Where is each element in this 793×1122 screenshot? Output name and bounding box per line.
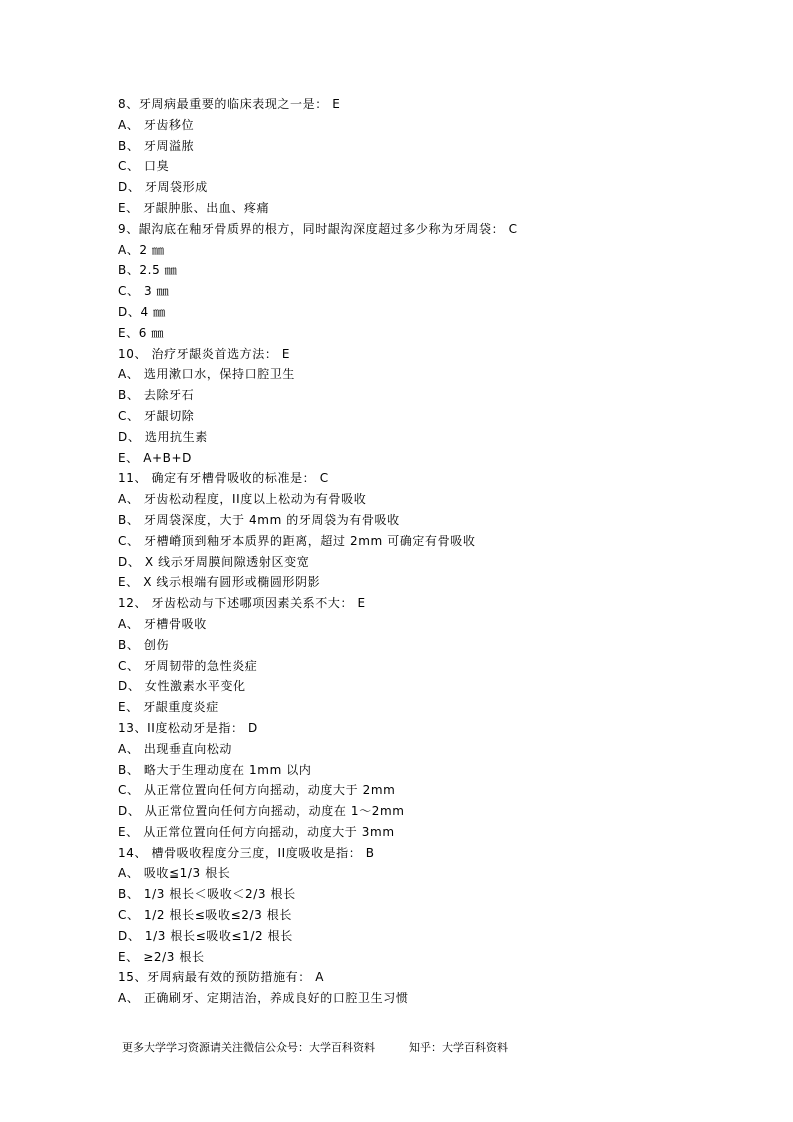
text-line: E、 从正常位置向任何方向摇动，动度大于 3mm — [118, 824, 395, 839]
text-line: 11、 确定有牙槽骨吸收的标准是： C — [118, 471, 329, 486]
text-line: C、 从正常位置向任何方向摇动，动度大于 2mm — [118, 783, 396, 798]
text-line: C、 3 ㎜ — [118, 284, 170, 299]
question-list — [118, 94, 718, 1009]
text-line: C、 牙周韧带的急性炎症 — [118, 658, 258, 673]
text-line: B、 牙周袋深度，大于 4mm 的牙周袋为有骨吸收 — [118, 512, 400, 527]
text-line: B、 略大于生理动度在 1mm 以内 — [118, 762, 312, 777]
text-line: C、 1/2 根长≤吸收≤2/3 根长 — [118, 908, 292, 923]
text-line: B、 1/3 根长＜吸收＜2/3 根长 — [118, 887, 296, 902]
text-line: 14、 槽骨吸收程度分三度，II度吸收是指： B — [118, 845, 375, 860]
text-line: 15、牙周病最有效的预防措施有： A — [118, 970, 325, 985]
text-line: B、 创伤 — [118, 637, 170, 652]
text-line: A、 出现垂直向松动 — [118, 741, 233, 756]
text-line: A、2 ㎜ — [118, 242, 165, 257]
text-line: E、 X 线示根端有圆形或椭圆形阴影 — [118, 575, 321, 590]
text-line: A、 吸收≦1/3 根长 — [118, 866, 231, 881]
text-line: D、 选用抗生素 — [118, 429, 208, 444]
text-line: E、6 ㎜ — [118, 325, 165, 340]
text-line: B、 去除牙石 — [118, 388, 195, 403]
text-line: 13、II度松动牙是指： D — [118, 720, 258, 735]
text-line: D、 X 线示牙周膜间隙透射区变宽 — [118, 554, 310, 569]
text-line: E、 牙龈肿胀、出血、疼痛 — [118, 200, 270, 215]
text-line: D、 从正常位置向任何方向摇动，动度在 1～2mm — [118, 804, 405, 819]
text-line: 10、 治疗牙龈炎首选方法： E — [118, 346, 291, 361]
text-line: A、 正确刷牙、定期洁治，养成良好的口腔卫生习惯 — [118, 991, 409, 1006]
text-line: A、 牙槽骨吸收 — [118, 616, 207, 631]
text-line: B、2.5 ㎜ — [118, 263, 178, 278]
footer-zhihu-note: 知乎：大学百科资料 — [409, 1041, 508, 1054]
text-line: A、 牙齿松动程度，II度以上松动为有骨吸收 — [118, 492, 367, 507]
text-line: D、 女性激素水平变化 — [118, 679, 246, 694]
text-line: 12、 牙齿松动与下述哪项因素关系不大： E — [118, 596, 366, 611]
text-line: A、 选用漱口水，保持口腔卫生 — [118, 367, 296, 382]
text-line: E、 牙龈重度炎症 — [118, 700, 219, 715]
text-line: C、 牙槽嵴顶到釉牙本质界的距离，超过 2mm 可确定有骨吸收 — [118, 533, 476, 548]
text-line: C、 口臭 — [118, 159, 170, 174]
text-line: C、 牙龈切除 — [118, 408, 195, 423]
text-line: E、 ≥2/3 根长 — [118, 949, 205, 964]
text-line: 8、牙周病最重要的临床表现之一是： E — [118, 97, 341, 111]
text-line: D、 1/3 根长≤吸收≤1/2 根长 — [118, 928, 293, 943]
text-line: D、4 ㎜ — [118, 304, 166, 319]
footer-wechat-note: 更多大学学习资源请关注微信公众号：大学百科资料 — [122, 1041, 375, 1054]
text-line: D、 牙周袋形成 — [118, 180, 208, 195]
text-line: B、 牙周溢脓 — [118, 138, 195, 153]
text-line: A、 牙齿移位 — [118, 117, 195, 132]
page-footer — [122, 1040, 508, 1056]
text-line: E、 A+B+D — [118, 450, 192, 465]
text-line: 9、龈沟底在釉牙骨质界的根方，同时龈沟深度超过多少称为牙周袋： C — [118, 221, 518, 236]
